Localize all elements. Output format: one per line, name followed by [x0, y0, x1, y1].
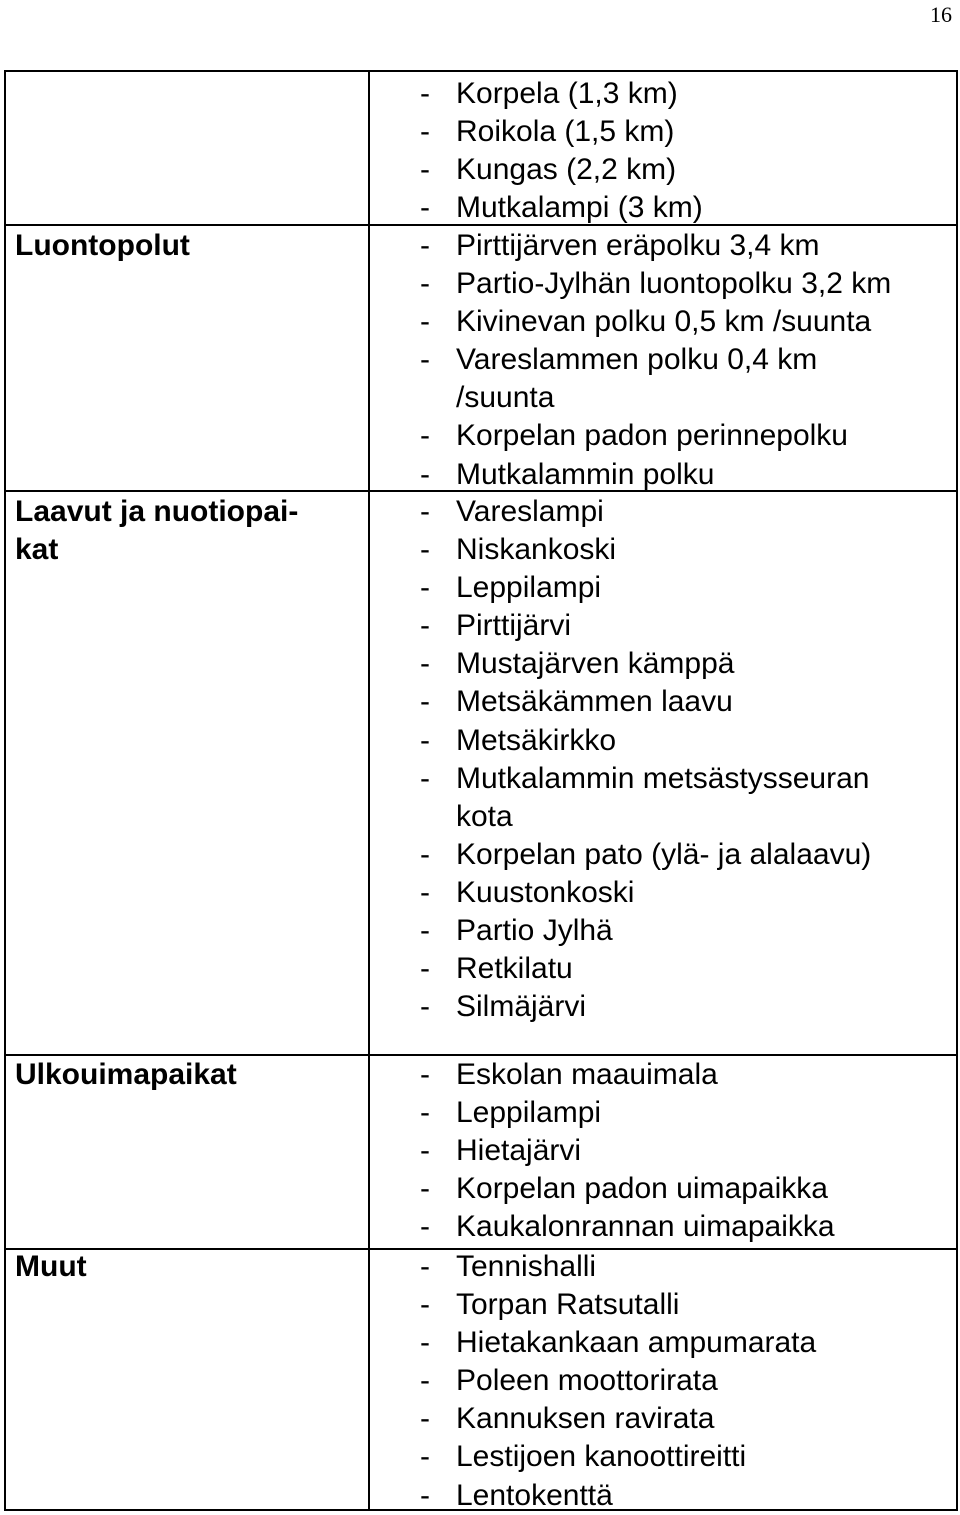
list-item: - Partio Jylhä [416, 912, 871, 950]
list-item: - Lentokenttä [416, 1477, 816, 1515]
item-list [416, 493, 871, 1026]
list-item: - Korpela (1,3 km) [416, 75, 703, 113]
item-list [416, 1056, 835, 1246]
list-item: - Korpelan pato (ylä- ja alalaavu) [416, 836, 871, 874]
list-item: - Hietajärvi [416, 1132, 835, 1170]
list-item: - Mutkalammin polku [416, 456, 891, 494]
list-item: - Vareslampi [416, 493, 871, 531]
list-item: - Korpelan padon uimapaikka [416, 1170, 835, 1208]
list-item: - Torpan Ratsutalli [416, 1286, 816, 1324]
list-item: - Hietakankaan ampumarata [416, 1324, 816, 1362]
list-item: - Vareslammen polku 0,4 km /suunta [416, 341, 891, 417]
list-item: - Kivinevan polku 0,5 km /suunta [416, 303, 891, 341]
list-item: - Kaukalonrannan uimapaikka [416, 1208, 835, 1246]
list-item: - Metsäkämmen laavu [416, 683, 871, 721]
list-item: - Pirttijärven eräpolku 3,4 km [416, 227, 891, 265]
list-item: - Mutkalampi (3 km) [416, 189, 703, 227]
item-list [416, 1248, 816, 1515]
list-item: - Niskankoski [416, 531, 871, 569]
column-divider [368, 72, 370, 1509]
list-item: - Metsäkirkko [416, 722, 871, 760]
list-item: - Korpelan padon perinnepolku [416, 417, 891, 455]
list-item: - Leppilampi [416, 569, 871, 607]
list-item: - Pirttijärvi [416, 607, 871, 645]
list-item: - Tennishalli [416, 1248, 816, 1286]
list-item: - Kuustonkoski [416, 874, 871, 912]
list-item: - Leppilampi [416, 1094, 835, 1132]
list-item: - Poleen moottorirata [416, 1362, 816, 1400]
list-item: - Mutkalammin metsästysseuran kota [416, 760, 871, 836]
item-list [416, 227, 891, 494]
section-label: Muut [15, 1250, 87, 1283]
item-list [416, 75, 703, 227]
section-label: Luontopolut [15, 229, 190, 262]
list-item: - Eskolan maauimala [416, 1056, 835, 1094]
list-item: - Partio-Jylhän luontopolku 3,2 km [416, 265, 891, 303]
section-label: Ulkouimapaikat [15, 1058, 237, 1091]
page-number: 16 [930, 2, 952, 27]
list-item: - Roikola (1,5 km) [416, 113, 703, 151]
list-item: - Silmäjärvi [416, 988, 871, 1026]
section-label: Laavut ja nuotiopai- kat [15, 495, 299, 566]
list-item: - Retkilatu [416, 950, 871, 988]
list-item: - Lestijoen kanoottireitti [416, 1438, 816, 1476]
list-item: - Kannuksen ravirata [416, 1400, 816, 1438]
list-item: - Mustajärven kämppä [416, 645, 871, 683]
list-item: - Kungas (2,2 km) [416, 151, 703, 189]
facilities-table [4, 70, 958, 1511]
